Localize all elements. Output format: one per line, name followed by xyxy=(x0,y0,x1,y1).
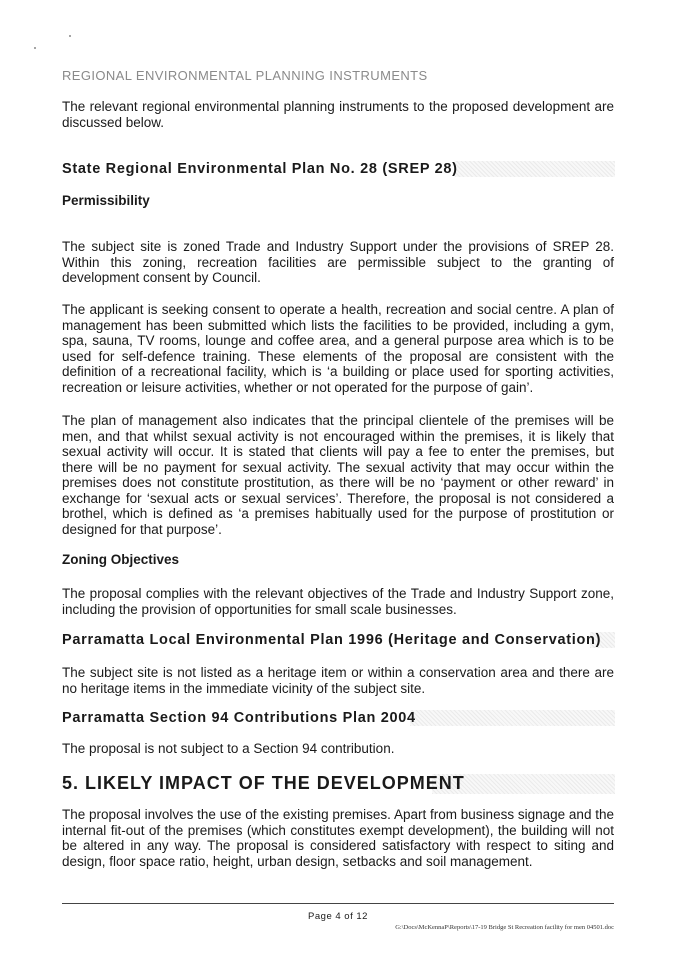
file-path: G:\Docs\McKennaP\Reports\17-19 Bridge St Recreation facility for men 04501.doc xyxy=(395,924,614,931)
section-label: REGIONAL ENVIRONMENTAL PLANNING INSTRUMENTS xyxy=(62,68,428,83)
scan-speck xyxy=(69,35,71,37)
page-number: Page 4 of 12 xyxy=(308,911,368,922)
permissibility-paragraph-2: The applicant is seeking consent to operate a health, recreation and social centre. A plan of management has been submitted which lists the facilities to be provided, including a gym, spa, sauna, TV rooms, lounge and coffee area, and a general purpose area which is to be used for self-defence training. These elements of the proposal are consistent with the definition of a recreational facility, which is ‘a building or place used for sporting activities, recreation or leisure activities, whether or not operated for the purpose of gain’. xyxy=(62,302,614,395)
impact-heading: 5. LIKELY IMPACT OF THE DEVELOPMENT xyxy=(62,773,465,793)
footer-divider xyxy=(62,903,614,904)
zoning-objectives-heading: Zoning Objectives xyxy=(62,552,180,567)
permissibility-paragraph-1: The subject site is zoned Trade and Industry Support under the provisions of SREP 28. Within this zoning, recreation facilities are permissible subject to the granting of development consent by Council. xyxy=(62,239,614,285)
permissibility-heading: Permissibility xyxy=(62,193,150,208)
permissibility-paragraph-3: The plan of management also indicates that the principal clientele of the premises will be men, and that whilst sexual activity is not encouraged within the premises, it is likely that sexual activity will occur. It is stated that clients will pay a fee to enter the premises, but there will be no payment for sexual activity. The sexual activity that may occur within the premises does not constitute prostitution, as there will be no ‘payment or other reward’ in exchange for ‘sexual acts or sexual services’. Therefore, the proposal is not considered a brothel, which is defined as ‘a premises habitually used for the purpose of prostitution or designed for that purpose’. xyxy=(62,413,614,537)
impact-paragraph: The proposal involves the use of the existing premises. Apart from business signage and the internal fit-out of the premises (which constitutes exempt development), the building will not be altered in any way. The proposal is considered satisfactory with respect to siting and design, floor space ratio, height, urban design, setbacks and soil management. xyxy=(62,807,614,869)
lep-paragraph: The subject site is not listed as a heritage item or within a conservation area and there are no heritage items in the immediate vicinity of the subject site. xyxy=(62,665,614,696)
s94-paragraph: The proposal is not subject to a Section 94 contribution. xyxy=(62,741,395,756)
heading-shading xyxy=(410,710,615,726)
heading-shading xyxy=(455,161,615,177)
scan-speck xyxy=(34,47,36,49)
s94-heading: Parramatta Section 94 Contributions Plan 2004 xyxy=(62,710,416,726)
srep-heading: State Regional Environmental Plan No. 28 (SREP 28) xyxy=(62,161,458,177)
lep-heading: Parramatta Local Environmental Plan 1996 (Heritage and Conservation) xyxy=(62,632,602,648)
zoning-objectives-paragraph: The proposal complies with the relevant objectives of the Trade and Industry Support zone, including the provision of opportunities for small scale businesses. xyxy=(62,586,614,617)
intro-paragraph: The relevant regional environmental planning instruments to the proposed development are discussed below. xyxy=(62,99,614,130)
